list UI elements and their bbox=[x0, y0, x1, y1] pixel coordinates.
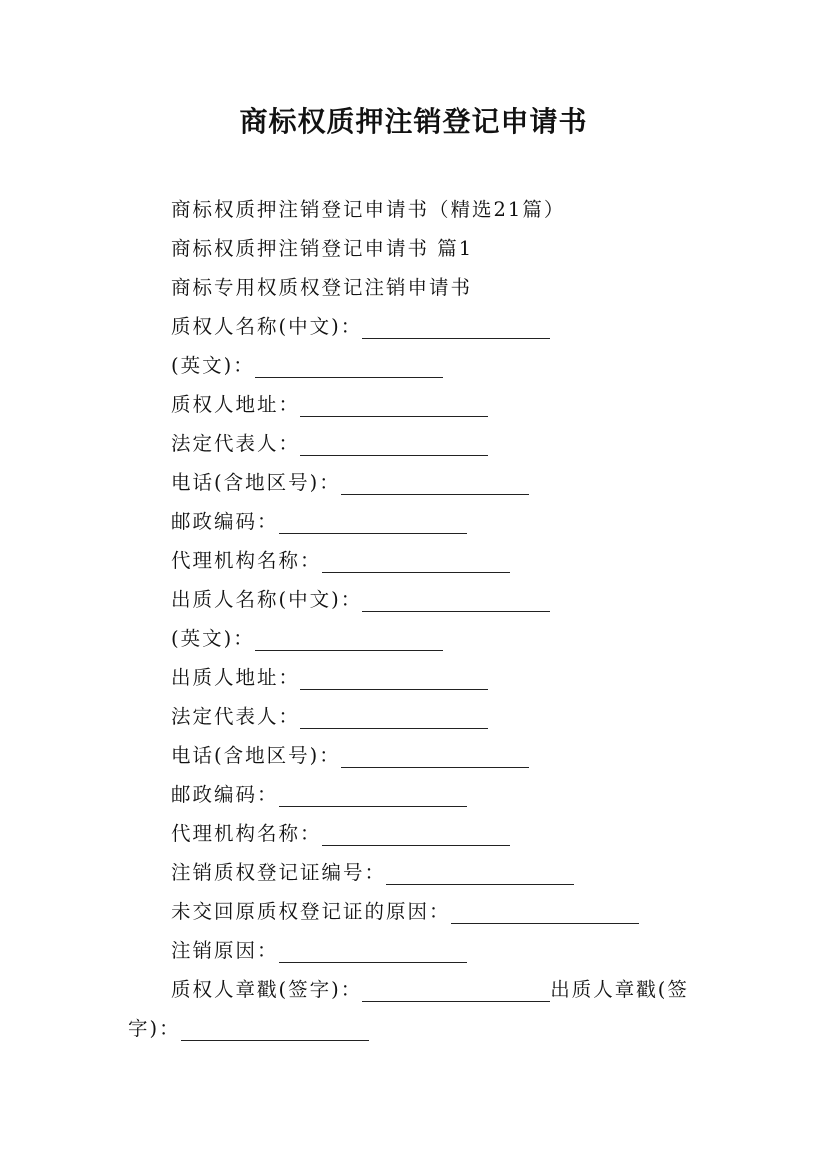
field-row bbox=[128, 736, 708, 775]
field-row bbox=[128, 580, 708, 619]
intro-line: 商标权质押注销登记申请书 篇1 bbox=[171, 237, 474, 260]
fill-in-blank[interactable] bbox=[300, 390, 488, 417]
field-row bbox=[128, 424, 708, 463]
field-label: 电话(含地区号)： bbox=[171, 471, 341, 494]
field-row bbox=[128, 541, 708, 580]
field-row bbox=[128, 853, 708, 892]
fill-in-blank[interactable] bbox=[341, 741, 529, 768]
field-label: 邮政编码： bbox=[171, 510, 279, 533]
field-row bbox=[128, 502, 708, 541]
field-row bbox=[128, 658, 708, 697]
signature-row-continued bbox=[128, 1009, 708, 1048]
field-label: 出质人名称(中文)： bbox=[171, 588, 363, 611]
field-label: 代理机构名称： bbox=[171, 549, 322, 572]
fill-in-blank[interactable] bbox=[451, 897, 639, 924]
document-title: 商标权质押注销登记申请书 bbox=[239, 105, 588, 138]
pledgor-signature-label-continued: 字)： bbox=[128, 1017, 181, 1040]
fill-in-blank[interactable] bbox=[362, 312, 550, 339]
fill-in-blank[interactable] bbox=[279, 507, 467, 534]
field-row bbox=[128, 346, 708, 385]
fill-in-blank[interactable] bbox=[300, 702, 488, 729]
fill-in-blank[interactable] bbox=[300, 663, 488, 690]
pledgor-signature-label: 出质人章戳(签 bbox=[550, 978, 689, 1001]
field-label: 代理机构名称： bbox=[171, 822, 322, 845]
field-label: 未交回原质权登记证的原因： bbox=[171, 900, 451, 923]
field-label: 出质人地址： bbox=[171, 666, 301, 689]
fill-in-blank[interactable] bbox=[322, 819, 510, 846]
field-label: 法定代表人： bbox=[171, 705, 301, 728]
fill-in-blank[interactable] bbox=[386, 858, 574, 885]
field-row bbox=[128, 307, 708, 346]
field-row bbox=[128, 463, 708, 502]
fill-in-blank[interactable] bbox=[279, 936, 467, 963]
fill-in-blank[interactable] bbox=[279, 780, 467, 807]
signature-row bbox=[128, 970, 708, 1009]
fill-in-blank[interactable] bbox=[255, 351, 443, 378]
pledgee-signature-label: 质权人章戳(签字)： bbox=[171, 978, 363, 1001]
field-label: 邮政编码： bbox=[171, 783, 279, 806]
field-row bbox=[128, 814, 708, 853]
fill-in-blank[interactable] bbox=[255, 624, 443, 651]
fill-in-blank[interactable] bbox=[362, 585, 550, 612]
field-label: 质权人地址： bbox=[171, 393, 301, 416]
intro-line: 商标专用权质权登记注销申请书 bbox=[171, 276, 473, 299]
fill-in-blank[interactable] bbox=[300, 429, 488, 456]
fill-in-blank[interactable] bbox=[322, 546, 510, 573]
field-row bbox=[128, 892, 708, 931]
field-label: 注销原因： bbox=[171, 939, 279, 962]
field-row bbox=[128, 775, 708, 814]
field-label: 注销质权登记证编号： bbox=[171, 861, 387, 884]
field-label: 电话(含地区号)： bbox=[171, 744, 341, 767]
document-body bbox=[128, 190, 708, 1048]
field-row bbox=[128, 931, 708, 970]
field-label: (英文)： bbox=[171, 627, 255, 650]
fill-in-blank[interactable] bbox=[341, 468, 529, 495]
field-label: 质权人名称(中文)： bbox=[171, 315, 363, 338]
pledgor-signature-blank[interactable] bbox=[181, 1014, 369, 1041]
field-row bbox=[128, 697, 708, 736]
field-row bbox=[128, 385, 708, 424]
intro-line: 商标权质押注销登记申请书（精选21篇） bbox=[171, 198, 566, 221]
field-label: 法定代表人： bbox=[171, 432, 301, 455]
field-label: (英文)： bbox=[171, 354, 255, 377]
pledgee-signature-blank[interactable] bbox=[362, 975, 550, 1002]
field-row bbox=[128, 619, 708, 658]
